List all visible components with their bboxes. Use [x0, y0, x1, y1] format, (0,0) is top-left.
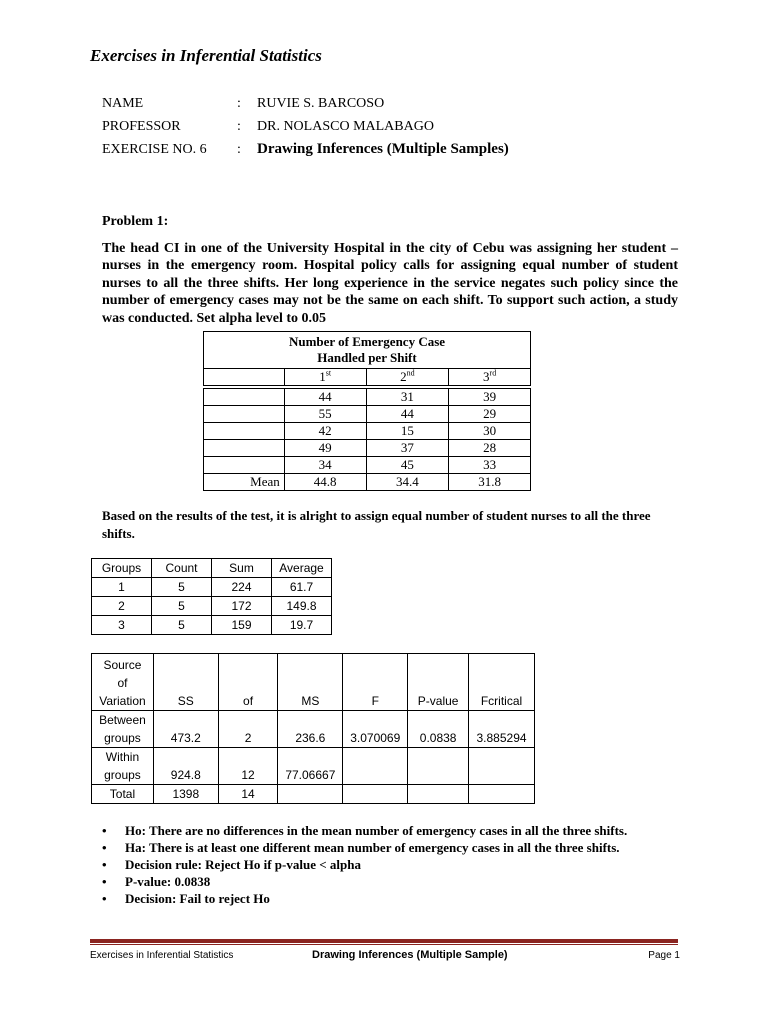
info-colon: :	[237, 141, 241, 157]
label-line: Within	[105, 750, 140, 764]
footer-center: Drawing Inferences (Multiple Sample)	[312, 949, 508, 961]
table-cell: 61.7	[272, 578, 332, 597]
mean-row	[204, 474, 531, 491]
mean-cell: 34.4	[366, 474, 449, 491]
column-header: Count	[152, 559, 212, 578]
shift-number: 1	[319, 369, 326, 384]
table-cell: 44	[284, 387, 366, 406]
info-value: RUVIE S. BARCOSO	[257, 95, 385, 111]
shift-number: 2	[400, 369, 407, 384]
table-cell	[204, 440, 285, 457]
column-header: MS	[278, 654, 343, 711]
between-groups-row	[92, 711, 535, 748]
table-cell: 924.8	[153, 748, 218, 785]
table-row	[204, 387, 531, 406]
table-cell: 12	[218, 748, 278, 785]
table-cell	[204, 369, 285, 388]
table-cell: 44	[366, 406, 449, 423]
list-item: • Ha: There is at least one different mean number of emergency cases in all the three shifts.	[102, 839, 627, 856]
header-line: of	[117, 676, 128, 690]
summary-table	[91, 558, 332, 635]
header-line: Variation	[99, 694, 146, 708]
shift-header	[284, 369, 366, 388]
mean-cell: 44.8	[284, 474, 366, 491]
table-cell: 2	[218, 711, 278, 748]
info-block	[102, 92, 509, 161]
info-row-name	[102, 92, 509, 115]
info-value: DR. NOLASCO MALABAGO	[257, 118, 434, 134]
shift-header-row	[204, 369, 531, 388]
anova-table	[91, 653, 535, 804]
table-cell: 1398	[153, 785, 218, 804]
table-cell: 14	[218, 785, 278, 804]
table-cell	[204, 406, 285, 423]
table-cell: 49	[284, 440, 366, 457]
table-cell: 30	[449, 423, 531, 440]
table-cell	[204, 457, 285, 474]
hypothesis-list	[102, 822, 627, 907]
source-header	[92, 654, 154, 711]
table-header	[204, 332, 531, 369]
mean-label: Mean	[204, 474, 285, 491]
shift-suffix: nd	[406, 368, 415, 378]
label-line: groups	[104, 768, 141, 782]
list-item: • Decision: Fail to reject Ho	[102, 890, 627, 907]
table-cell	[469, 748, 535, 785]
column-header: Average	[272, 559, 332, 578]
table-row	[204, 457, 531, 474]
list-item: • Ho: There are no differences in the mean number of emergency cases in all the three shifts.	[102, 822, 627, 839]
column-header: SS	[153, 654, 218, 711]
footer-divider-thin	[90, 944, 678, 945]
table-row	[204, 423, 531, 440]
table-header-line: Number of Emergency Case	[288, 334, 446, 349]
table-cell: 28	[449, 440, 531, 457]
row-label	[92, 711, 154, 748]
shift-suffix: st	[325, 368, 332, 378]
problem-text: The head CI in one of the University Hospital in the city of Cebu was assigning her student – nurses in the emergency room. Hospital policy calls for assigning equal number of student nurses to all the three shifts. Her long experience in the service negates such policy since the number of emergency cases may not be the same on each shift. To support such action, a study was conducted. Set alpha level to 0.05	[102, 241, 678, 326]
table-cell: 77.06667	[278, 748, 343, 785]
info-row-professor	[102, 115, 509, 138]
table-cell: 236.6	[278, 711, 343, 748]
info-label: NAME	[102, 95, 144, 111]
table-cell	[408, 785, 469, 804]
conclusion-text: Based on the results of the test, it is alright to assign equal number of student nurses to all the three shifts.	[102, 508, 651, 541]
column-header: Groups	[92, 559, 152, 578]
table-cell	[204, 387, 285, 406]
table-cell: 3.070069	[343, 711, 408, 748]
within-groups-row	[92, 748, 535, 785]
info-colon: :	[237, 118, 241, 134]
page-number: Page 1	[648, 950, 680, 961]
table-cell: 5	[152, 578, 212, 597]
column-header: F	[343, 654, 408, 711]
table-cell	[343, 748, 408, 785]
table-row	[204, 406, 531, 423]
table-row	[204, 440, 531, 457]
table-cell: 3	[92, 616, 152, 635]
shift-number: 3	[483, 369, 490, 384]
table-cell: 2	[92, 597, 152, 616]
column-header: P-value	[408, 654, 469, 711]
table-cell	[278, 785, 343, 804]
document-title: Exercises in Inferential Statistics	[90, 46, 322, 65]
table-row	[92, 616, 332, 635]
table-cell: 224	[212, 578, 272, 597]
table-cell: 1	[92, 578, 152, 597]
list-item: • Decision rule: Reject Ho if p-value < alpha	[102, 856, 627, 873]
header-line: Source	[103, 658, 142, 672]
problem-heading: Problem 1:	[102, 214, 169, 229]
row-label	[92, 748, 154, 785]
table-cell: 149.8	[272, 597, 332, 616]
table-cell	[204, 423, 285, 440]
shift-header	[449, 369, 531, 388]
table-cell: 5	[152, 616, 212, 635]
total-row	[92, 785, 535, 804]
table-cell	[469, 785, 535, 804]
table-cell	[343, 785, 408, 804]
shift-header	[366, 369, 449, 388]
emergency-cases-table	[203, 331, 531, 491]
table-cell: 55	[284, 406, 366, 423]
table-cell: 42	[284, 423, 366, 440]
table-cell: 19.7	[272, 616, 332, 635]
info-label: EXERCISE NO. 6	[102, 141, 207, 157]
footer-divider	[90, 939, 678, 943]
column-header: Sum	[212, 559, 272, 578]
column-header: of	[218, 654, 278, 711]
summary-header-row	[92, 559, 332, 578]
table-cell: 159	[212, 616, 272, 635]
table-cell: 5	[152, 597, 212, 616]
table-cell: 37	[366, 440, 449, 457]
table-row	[92, 597, 332, 616]
footer-left: Exercises in Inferential Statistics	[90, 950, 234, 961]
info-label: PROFESSOR	[102, 118, 181, 134]
table-cell: 172	[212, 597, 272, 616]
table-cell: 34	[284, 457, 366, 474]
table-cell: 473.2	[153, 711, 218, 748]
table-cell: 29	[449, 406, 531, 423]
table-cell: 39	[449, 387, 531, 406]
row-label: Total	[92, 785, 154, 804]
shift-suffix: rd	[489, 368, 497, 378]
mean-cell: 31.8	[449, 474, 531, 491]
column-header: Fcritical	[469, 654, 535, 711]
table-cell	[408, 748, 469, 785]
label-line: groups	[104, 731, 141, 745]
table-cell: 15	[366, 423, 449, 440]
table-cell: 45	[366, 457, 449, 474]
table-header-row	[204, 332, 531, 369]
table-row	[92, 578, 332, 597]
label-line: Between	[99, 713, 146, 727]
info-row-exercise	[102, 138, 509, 161]
table-cell: 0.0838	[408, 711, 469, 748]
table-cell: 31	[366, 387, 449, 406]
info-value: Drawing Inferences (Multiple Samples)	[257, 141, 509, 157]
table-header-line: Handled per Shift	[317, 350, 417, 365]
info-colon: :	[237, 95, 241, 111]
anova-header-row	[92, 654, 535, 711]
table-cell: 3.885294	[469, 711, 535, 748]
table-cell: 33	[449, 457, 531, 474]
list-item: • P-value: 0.0838	[102, 873, 627, 890]
